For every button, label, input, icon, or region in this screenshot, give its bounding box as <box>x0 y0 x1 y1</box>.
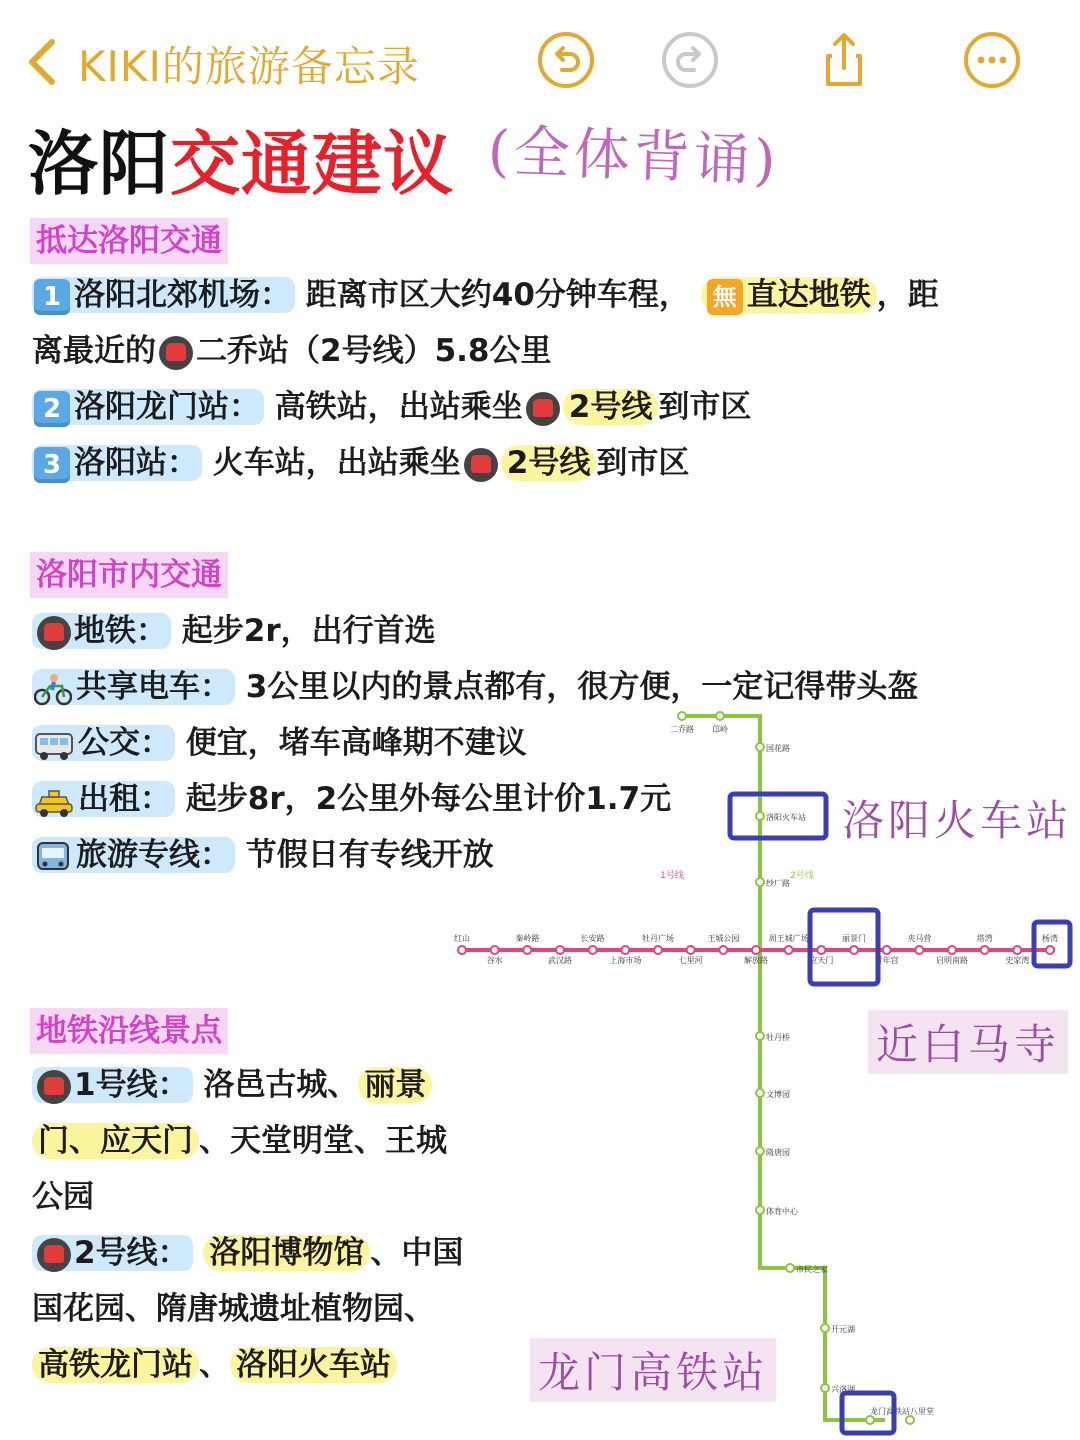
chevron-left-icon <box>22 34 62 90</box>
airport-highlight <box>701 277 877 313</box>
line1-station-label: 秦岭路 <box>515 934 540 943</box>
share-icon <box>814 30 874 90</box>
line1-station <box>850 946 858 954</box>
sights-line1-row3 <box>32 1172 94 1222</box>
station-label-wrap <box>32 445 202 481</box>
line2-station <box>906 1416 914 1424</box>
redo-button[interactable] <box>660 30 720 90</box>
line1-station <box>817 946 825 954</box>
line1-station-label: 周王城广场 <box>768 934 809 943</box>
airport-cont2: 二乔站（2号线）5.8公里 <box>196 333 552 369</box>
line1-station-label: 解放路 <box>744 956 768 965</box>
city-tourbus-label-wrap <box>32 837 235 873</box>
line2-station <box>821 1384 829 1392</box>
city-metro-label-wrap <box>32 613 171 649</box>
line1-station-label: 启明南路 <box>936 956 968 965</box>
line2-h3: 洛阳火车站 <box>230 1347 397 1383</box>
longmen-label: 洛阳龙门站： <box>74 389 260 425</box>
line2-station <box>716 712 724 720</box>
line1-station <box>491 946 499 954</box>
city-taxi-text: 起步8r，2公里外每公里计价1.7元 <box>185 781 672 817</box>
section-header-city: 洛阳市内交通 <box>30 552 228 598</box>
line2-t3: 、 <box>199 1347 230 1383</box>
back-title[interactable]: KIKI的旅游备忘录 <box>78 42 420 91</box>
line2-station <box>756 1147 764 1155</box>
keycap-2-icon: 2 <box>34 391 70 427</box>
line1-station <box>948 946 956 954</box>
arrival-item-station <box>32 438 689 488</box>
line1-station <box>752 946 760 954</box>
more-icon <box>962 30 1022 90</box>
keycap-1-icon: 1 <box>34 279 70 315</box>
line2-station <box>756 1089 764 1097</box>
line1-station-label: 红山 <box>454 934 470 943</box>
line1-t1: 洛邑古城、 <box>203 1067 359 1103</box>
station-text2: 到市区 <box>596 445 690 481</box>
line1-h2: 门、应天门 <box>32 1123 199 1159</box>
metro-icon <box>526 392 560 426</box>
metro-icon <box>159 336 193 370</box>
line2-station-label: 二乔路 <box>670 725 694 734</box>
line2-station-label: 八里堂 <box>910 1407 934 1416</box>
line2-h1: 洛阳博物馆 <box>203 1235 370 1271</box>
line2-station <box>756 812 764 820</box>
annotation-baima: 近白马寺 <box>868 1010 1068 1074</box>
city-bus-label: 公交： <box>78 725 171 761</box>
line1-station <box>687 946 695 954</box>
longmen-label-wrap <box>32 389 264 425</box>
airport-text1: 距离市区大约40分钟车程， <box>305 277 690 313</box>
line2-station-label: 兴洛湖 <box>831 1385 855 1394</box>
tourbus-icon <box>34 840 72 874</box>
line1-station-label: 长安路 <box>580 934 605 943</box>
metro-icon <box>37 1238 71 1272</box>
undo-button[interactable] <box>536 30 596 90</box>
city-tourbus-label: 旅游专线： <box>76 837 231 873</box>
line2-station-label: 牡丹桥 <box>766 1033 790 1042</box>
line2-station <box>756 743 764 751</box>
title-part1: 洛阳 <box>28 123 170 205</box>
line1-station-label: 青年宫 <box>874 956 899 965</box>
line1-station <box>523 946 531 954</box>
city-metro-label: 地铁： <box>74 613 167 649</box>
airport-cont: 离最近的 <box>32 333 156 369</box>
line2-name: 2号线 <box>790 871 814 881</box>
line1-station-label: 谷水 <box>486 956 503 965</box>
line1-station <box>1046 946 1054 954</box>
line1-station <box>1013 946 1021 954</box>
line1-station <box>981 946 989 954</box>
line1-station-label: 应天门 <box>809 956 834 965</box>
line2-station <box>756 1206 764 1214</box>
sights-line2-row1 <box>32 1228 463 1278</box>
free-badge-icon: 無 <box>707 279 743 315</box>
line1-station <box>621 946 629 954</box>
station-hl: 2号线 <box>501 445 597 481</box>
line1-label-wrap <box>32 1067 193 1103</box>
top-bar <box>0 0 1080 110</box>
title-part2: 交通建议 <box>170 123 454 205</box>
line1-station-label: 夹马营 <box>907 934 932 943</box>
line1-station <box>915 946 923 954</box>
line1-station <box>556 946 564 954</box>
line2-station-label: 洛阳火车站 <box>766 813 806 822</box>
line1-station <box>719 946 727 954</box>
sights-line2-row2 <box>32 1284 435 1334</box>
line2-station <box>678 712 686 720</box>
line1-station-label: 牡丹广场 <box>642 934 674 943</box>
longmen-hl: 2号线 <box>563 389 659 425</box>
line2-station <box>756 878 764 886</box>
city-tourbus-text: 节假日有专线开放 <box>245 837 494 873</box>
line1-station <box>589 946 597 954</box>
line1-t3: 公园 <box>32 1179 94 1215</box>
city-item-tourbus <box>32 830 494 880</box>
line1-h1: 丽景 <box>358 1067 432 1103</box>
city-taxi-label-wrap <box>32 781 175 817</box>
line2-t1: 、中国 <box>370 1235 464 1271</box>
line2-label-wrap <box>32 1235 193 1271</box>
line1-station-label: 丽景门 <box>842 934 866 943</box>
line2-station-label: 开元湖 <box>831 1325 855 1334</box>
city-bus-label-wrap <box>32 725 175 761</box>
city-bus-text: 便宜，堵车高峰期不建议 <box>185 725 527 761</box>
metro-icon <box>464 448 498 482</box>
station-text1: 火车站，出站乘坐 <box>212 445 461 481</box>
line2-station-label: 龙门高铁站 <box>870 1407 910 1416</box>
back-button[interactable] <box>22 34 72 90</box>
line2-station-label: 国花路 <box>766 744 790 753</box>
line1-station <box>458 946 466 954</box>
sights-line1-row2 <box>32 1116 447 1166</box>
annotation-train-station: 洛阳火车站 <box>842 796 1073 845</box>
station-label: 洛阳站： <box>74 445 198 481</box>
highlight-box-yangwan <box>1034 922 1070 966</box>
share-button[interactable] <box>814 30 874 90</box>
line2-station <box>821 1324 829 1332</box>
page-title <box>28 108 454 209</box>
line2-station-label: 市民之家 <box>796 1265 828 1274</box>
line2-station <box>756 1032 764 1040</box>
undo-icon <box>536 30 596 90</box>
line1-station <box>785 946 793 954</box>
more-button[interactable] <box>962 30 1022 90</box>
line2-station <box>866 1416 874 1424</box>
taxi-icon <box>34 784 74 818</box>
title-handwritten-note: (全体背诵) <box>486 118 781 195</box>
city-ebike-label: 共享电车： <box>76 669 231 705</box>
line2-station-label: 隋唐园 <box>766 1148 790 1157</box>
line2-station-label: 邙岭 <box>712 725 728 734</box>
line1-station-label: 杨湾 <box>1042 934 1058 943</box>
line1-station-label: 塔湾 <box>976 934 993 943</box>
airport-hl-text: 直达地铁 <box>746 277 871 313</box>
annotation-longmen: 龙门高铁站 <box>530 1338 776 1402</box>
city-taxi-label: 出租： <box>78 781 171 817</box>
airport-text2: ，距 <box>876 277 939 313</box>
line2-station <box>786 1264 794 1272</box>
line1-name: 1号线 <box>660 871 684 881</box>
redo-icon <box>660 30 720 90</box>
line1-station-label: 上海市场 <box>609 956 642 965</box>
line1-station-label: 七里河 <box>678 956 703 965</box>
city-ebike-label-wrap <box>32 669 235 705</box>
airport-label: 洛阳北郊机场： <box>74 277 291 313</box>
line1-station-label: 王城公园 <box>707 934 740 943</box>
metro-icon <box>37 616 71 650</box>
bus-icon <box>34 728 74 762</box>
arrival-item-airport <box>32 270 939 320</box>
city-metro-text: 起步2r，出行首选 <box>181 613 436 649</box>
airport-label-wrap <box>32 277 295 313</box>
city-ebike-text: 3公里以内的景点都有，很方便，一定记得带头盔 <box>245 669 919 705</box>
line2-h2: 高铁龙门站 <box>32 1347 199 1383</box>
line1-station <box>883 946 891 954</box>
arrival-item-airport-cont <box>32 326 552 376</box>
section-header-sights: 地铁沿线景点 <box>30 1008 228 1054</box>
bike-icon <box>34 672 72 706</box>
arrival-item-longmen <box>32 382 751 432</box>
line1-station <box>654 946 662 954</box>
line1-label: 1号线： <box>74 1067 189 1103</box>
line1-station-label: 武汉路 <box>548 956 572 965</box>
line2-station-label: 体育中心 <box>766 1207 798 1216</box>
line2-label: 2号线： <box>74 1235 189 1271</box>
longmen-text1: 高铁站，出站乘坐 <box>274 389 523 425</box>
keycap-3-icon: 3 <box>34 447 70 483</box>
line1-station-label: 史家湾 <box>1005 956 1030 965</box>
line1-t2: 、天堂明堂、王城 <box>199 1123 447 1159</box>
metro-icon <box>37 1070 71 1104</box>
sights-line1-row1 <box>32 1060 432 1110</box>
sights-line2-row3 <box>32 1340 397 1390</box>
section-header-arrival: 抵达洛阳交通 <box>30 218 228 264</box>
line2-station-label: 文博园 <box>766 1090 790 1099</box>
line2-station-label: 纱厂路 <box>766 879 790 888</box>
longmen-text2: 到市区 <box>658 389 752 425</box>
city-item-metro <box>32 606 436 656</box>
line2-t2: 国花园、隋唐城遗址植物园、 <box>32 1291 435 1327</box>
